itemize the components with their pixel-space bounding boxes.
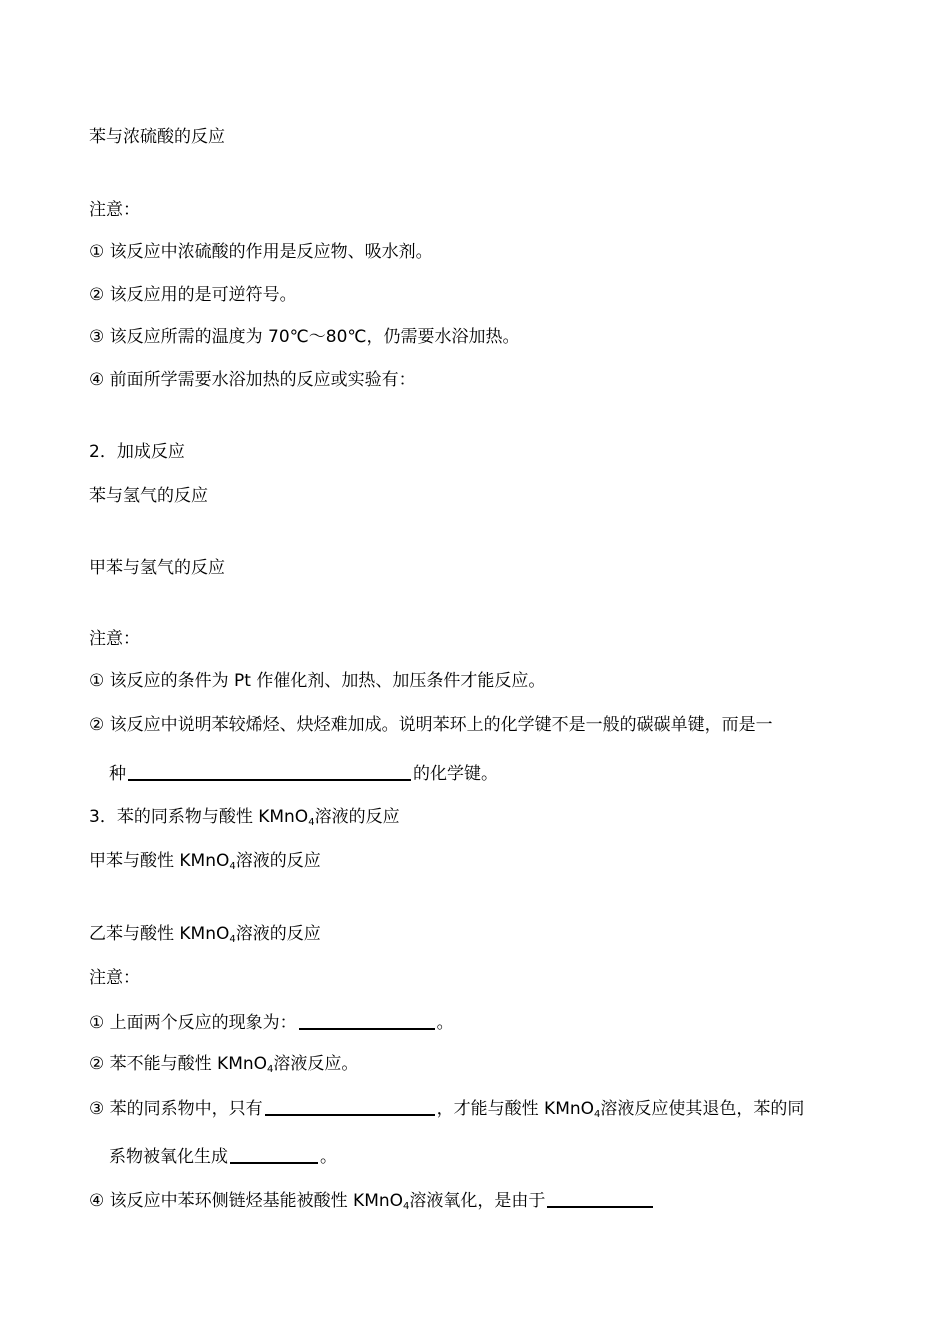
text: ，才能与酸性 KMnO <box>436 1099 595 1119</box>
answer-blank[interactable] <box>230 1144 318 1164</box>
subscript: 4 <box>229 934 236 945</box>
note-1-heading: 注意： <box>89 200 140 220</box>
note-2-heading: 注意： <box>89 629 140 649</box>
note-3-item-3-cont <box>109 1144 337 1169</box>
subscript: 4 <box>229 861 236 872</box>
text: 的化学键。 <box>413 764 498 784</box>
answer-blank[interactable] <box>265 1096 435 1116</box>
section-2-heading: 2．加成反应 <box>89 442 185 462</box>
section-2-reaction-a: 苯与氢气的反应 <box>89 486 208 506</box>
text: 乙苯与酸性 KMnO <box>89 924 230 944</box>
section-3-reaction-b <box>89 922 321 946</box>
note-1-item-1: ① 该反应中浓硫酸的作用是反应物、吸水剂。 <box>89 242 433 262</box>
note-3-item-4 <box>89 1188 655 1213</box>
text: 种 <box>109 764 126 784</box>
subscript: 4 <box>403 1201 410 1212</box>
text: 。 <box>436 1013 454 1033</box>
text: ③ 苯的同系物中，只有 <box>89 1099 263 1119</box>
section-3-heading <box>89 805 400 829</box>
text: 溶液氧化，是由于 <box>409 1191 546 1211</box>
text: 溶液的反应 <box>235 851 321 871</box>
section-2-reaction-b: 甲苯与氢气的反应 <box>89 558 225 578</box>
text: 系物被氧化生成 <box>109 1147 228 1167</box>
text: ② 苯不能与酸性 KMnO <box>89 1054 268 1074</box>
note-2-item-1: ① 该反应的条件为 Pt 作催化剂、加热、加压条件才能反应。 <box>89 671 546 691</box>
note-1-item-4: ④ 前面所学需要水浴加热的反应或实验有： <box>89 370 416 390</box>
note-2-item-2-cont <box>109 761 498 786</box>
note-3-item-3 <box>89 1096 804 1121</box>
note-1-item-2: ② 该反应用的是可逆符号。 <box>89 285 297 305</box>
answer-blank[interactable] <box>128 761 411 781</box>
text: 溶液的反应 <box>235 924 321 944</box>
text: 。 <box>320 1147 337 1167</box>
text: 甲苯与酸性 KMnO <box>89 851 230 871</box>
note-1-item-3: ③ 该反应所需的温度为 70℃～80℃，仍需要水浴加热。 <box>89 327 520 347</box>
text: 3．苯的同系物与酸性 KMnO <box>89 807 309 827</box>
text: 溶液反应使其退色，苯的同 <box>600 1099 805 1119</box>
answer-blank[interactable] <box>299 1010 435 1030</box>
subscript: 4 <box>594 1109 601 1120</box>
subscript: 4 <box>267 1064 274 1075</box>
text: 溶液的反应 <box>314 807 400 827</box>
subscript: 4 <box>308 817 315 828</box>
note-3-item-2 <box>89 1052 358 1076</box>
note-3-item-1 <box>89 1010 454 1035</box>
text: ① 上面两个反应的现象为： <box>89 1013 297 1033</box>
answer-blank[interactable] <box>547 1188 653 1208</box>
section-1-title: 苯与浓硫酸的反应 <box>89 127 225 147</box>
note-2-item-2: ② 该反应中说明苯较烯烃、炔烃难加成。说明苯环上的化学键不是一般的碳碳单键，而是一 <box>89 715 773 735</box>
text: ④ 该反应中苯环侧链烃基能被酸性 KMnO <box>89 1191 404 1211</box>
text: 溶液反应。 <box>273 1054 359 1074</box>
note-3-heading: 注意： <box>89 968 140 988</box>
section-3-reaction-a <box>89 849 321 873</box>
